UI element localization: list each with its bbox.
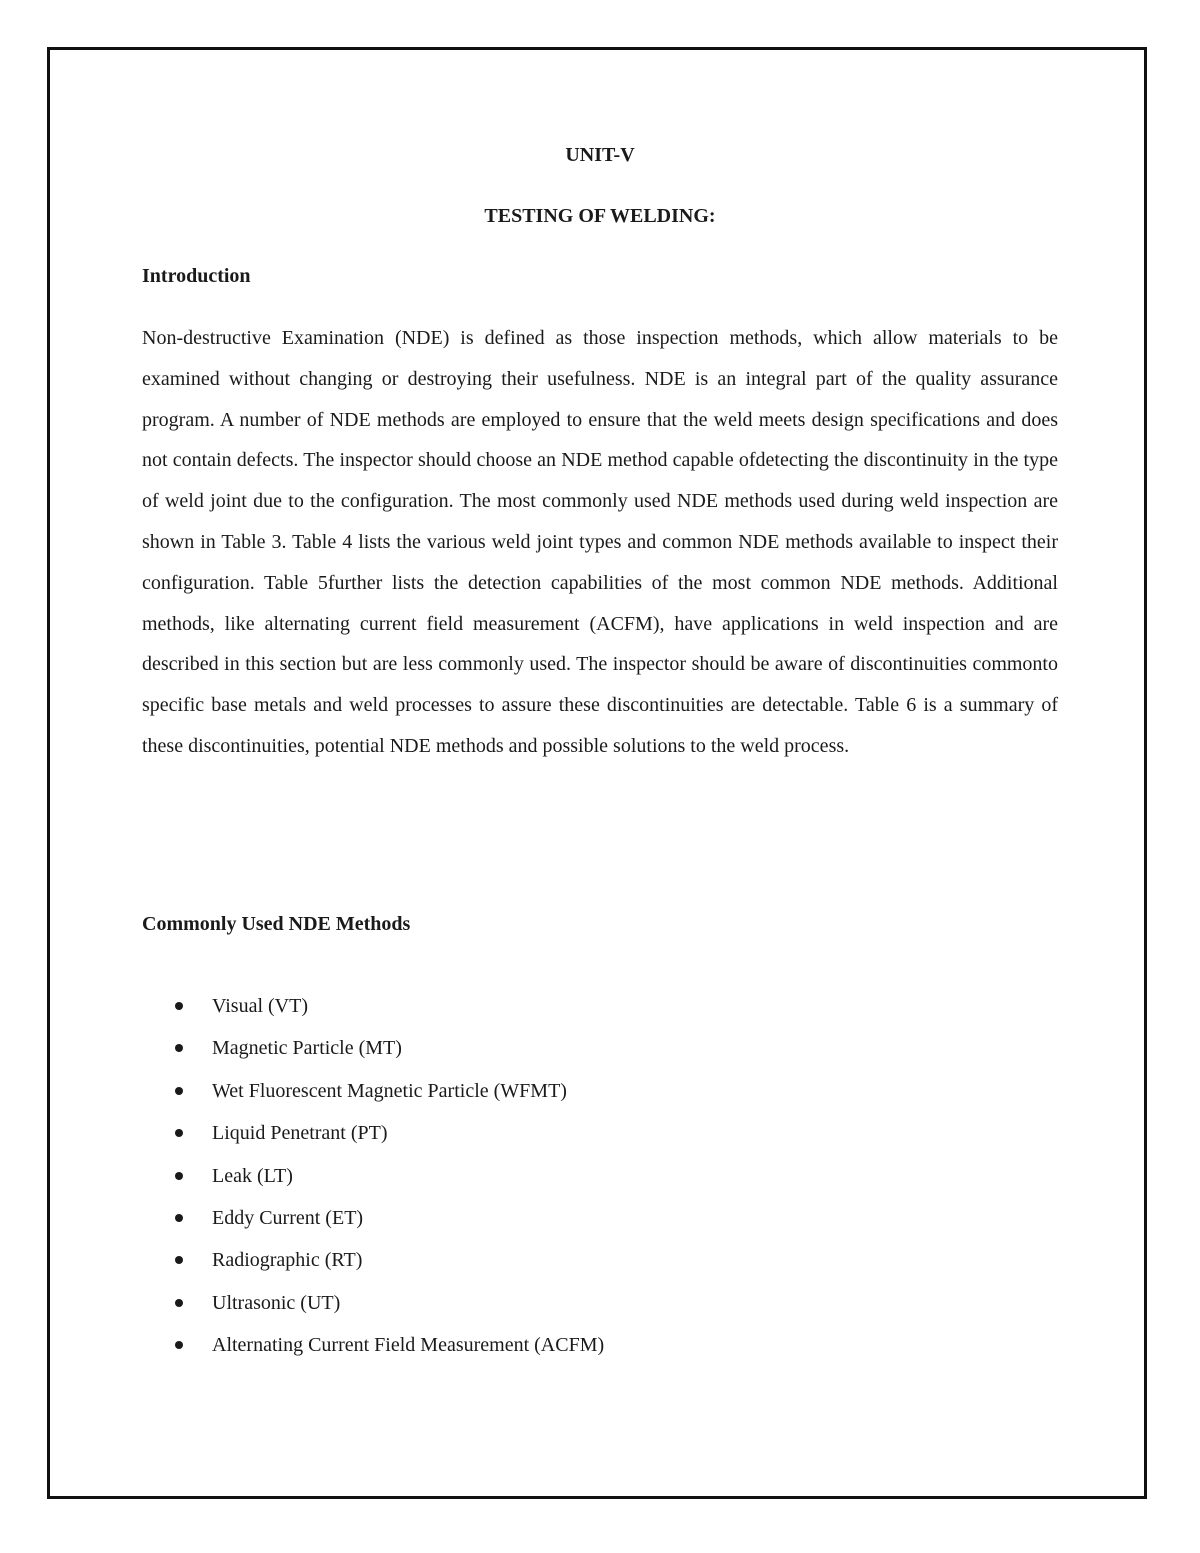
- bullet-icon: [175, 1002, 183, 1010]
- unit-title: UNIT-V: [565, 144, 635, 166]
- list-item: [142, 1117, 604, 1159]
- section-title: TESTING OF WELDING:: [484, 205, 716, 227]
- list-item-label: Radiographic (RT): [212, 1249, 363, 1272]
- list-item: [142, 1160, 604, 1202]
- bullet-icon: [175, 1341, 183, 1349]
- list-item: [142, 1075, 604, 1117]
- list-item: [142, 990, 604, 1032]
- list-item-label: Leak (LT): [212, 1164, 293, 1187]
- list-item: [142, 1244, 604, 1286]
- bullet-icon: [175, 1256, 183, 1264]
- list-item: [142, 1032, 604, 1074]
- list-item-label: Wet Fluorescent Magnetic Particle (WFMT): [212, 1079, 567, 1102]
- bullet-icon: [175, 1087, 183, 1095]
- methods-list: [142, 990, 604, 1372]
- bullet-icon: [175, 1044, 183, 1052]
- list-item-label: Liquid Penetrant (PT): [212, 1122, 388, 1145]
- introduction-heading: Introduction: [142, 265, 251, 287]
- list-item-label: Eddy Current (ET): [212, 1206, 364, 1229]
- list-item-label: Visual (VT): [212, 995, 308, 1017]
- bullet-icon: [175, 1129, 183, 1137]
- bullet-icon: [175, 1214, 183, 1222]
- bullet-icon: [175, 1299, 183, 1307]
- list-item: [142, 1287, 604, 1329]
- list-item-label: Alternating Current Field Measurement (ACFM): [212, 1334, 605, 1357]
- methods-heading: Commonly Used NDE Methods: [142, 913, 411, 935]
- list-item-label: Ultrasonic (UT): [212, 1291, 341, 1314]
- introduction-paragraph: Non-destructive Examination (NDE) is defined as those inspection methods, which allow materials to be examined without changing or destroying their usefulness. NDE is an integral part of the quality assurance program. A number of NDE methods are employed to ensure that the weld meets design specifications and does not contain defects. The inspector should choose an NDE method capable ofdetecting the discontinuity in the type of weld joint due to the configuration. The most commonly used NDE methods used during weld inspection are shown in Table 3. Table 4 lists the various weld joint types and common NDE methods available to inspect their configuration. Table 5further lists the detection capabilities of the most common NDE methods. Additional methods, like alternating current field measurement (ACFM), have applications in weld inspection and are described in this section but are less commonly used. The inspector should be aware of discontinuities commonto specific base metals and weld processes to assure these discontinuities are detectable. Table 6 is a summary of these discontinuities, potential NDE methods and possible solutions to the weld process.: [142, 327, 1058, 757]
- list-item: [142, 1329, 604, 1371]
- bullet-icon: [175, 1172, 183, 1180]
- list-item-label: Magnetic Particle (MT): [212, 1037, 402, 1060]
- list-item: [142, 1202, 604, 1244]
